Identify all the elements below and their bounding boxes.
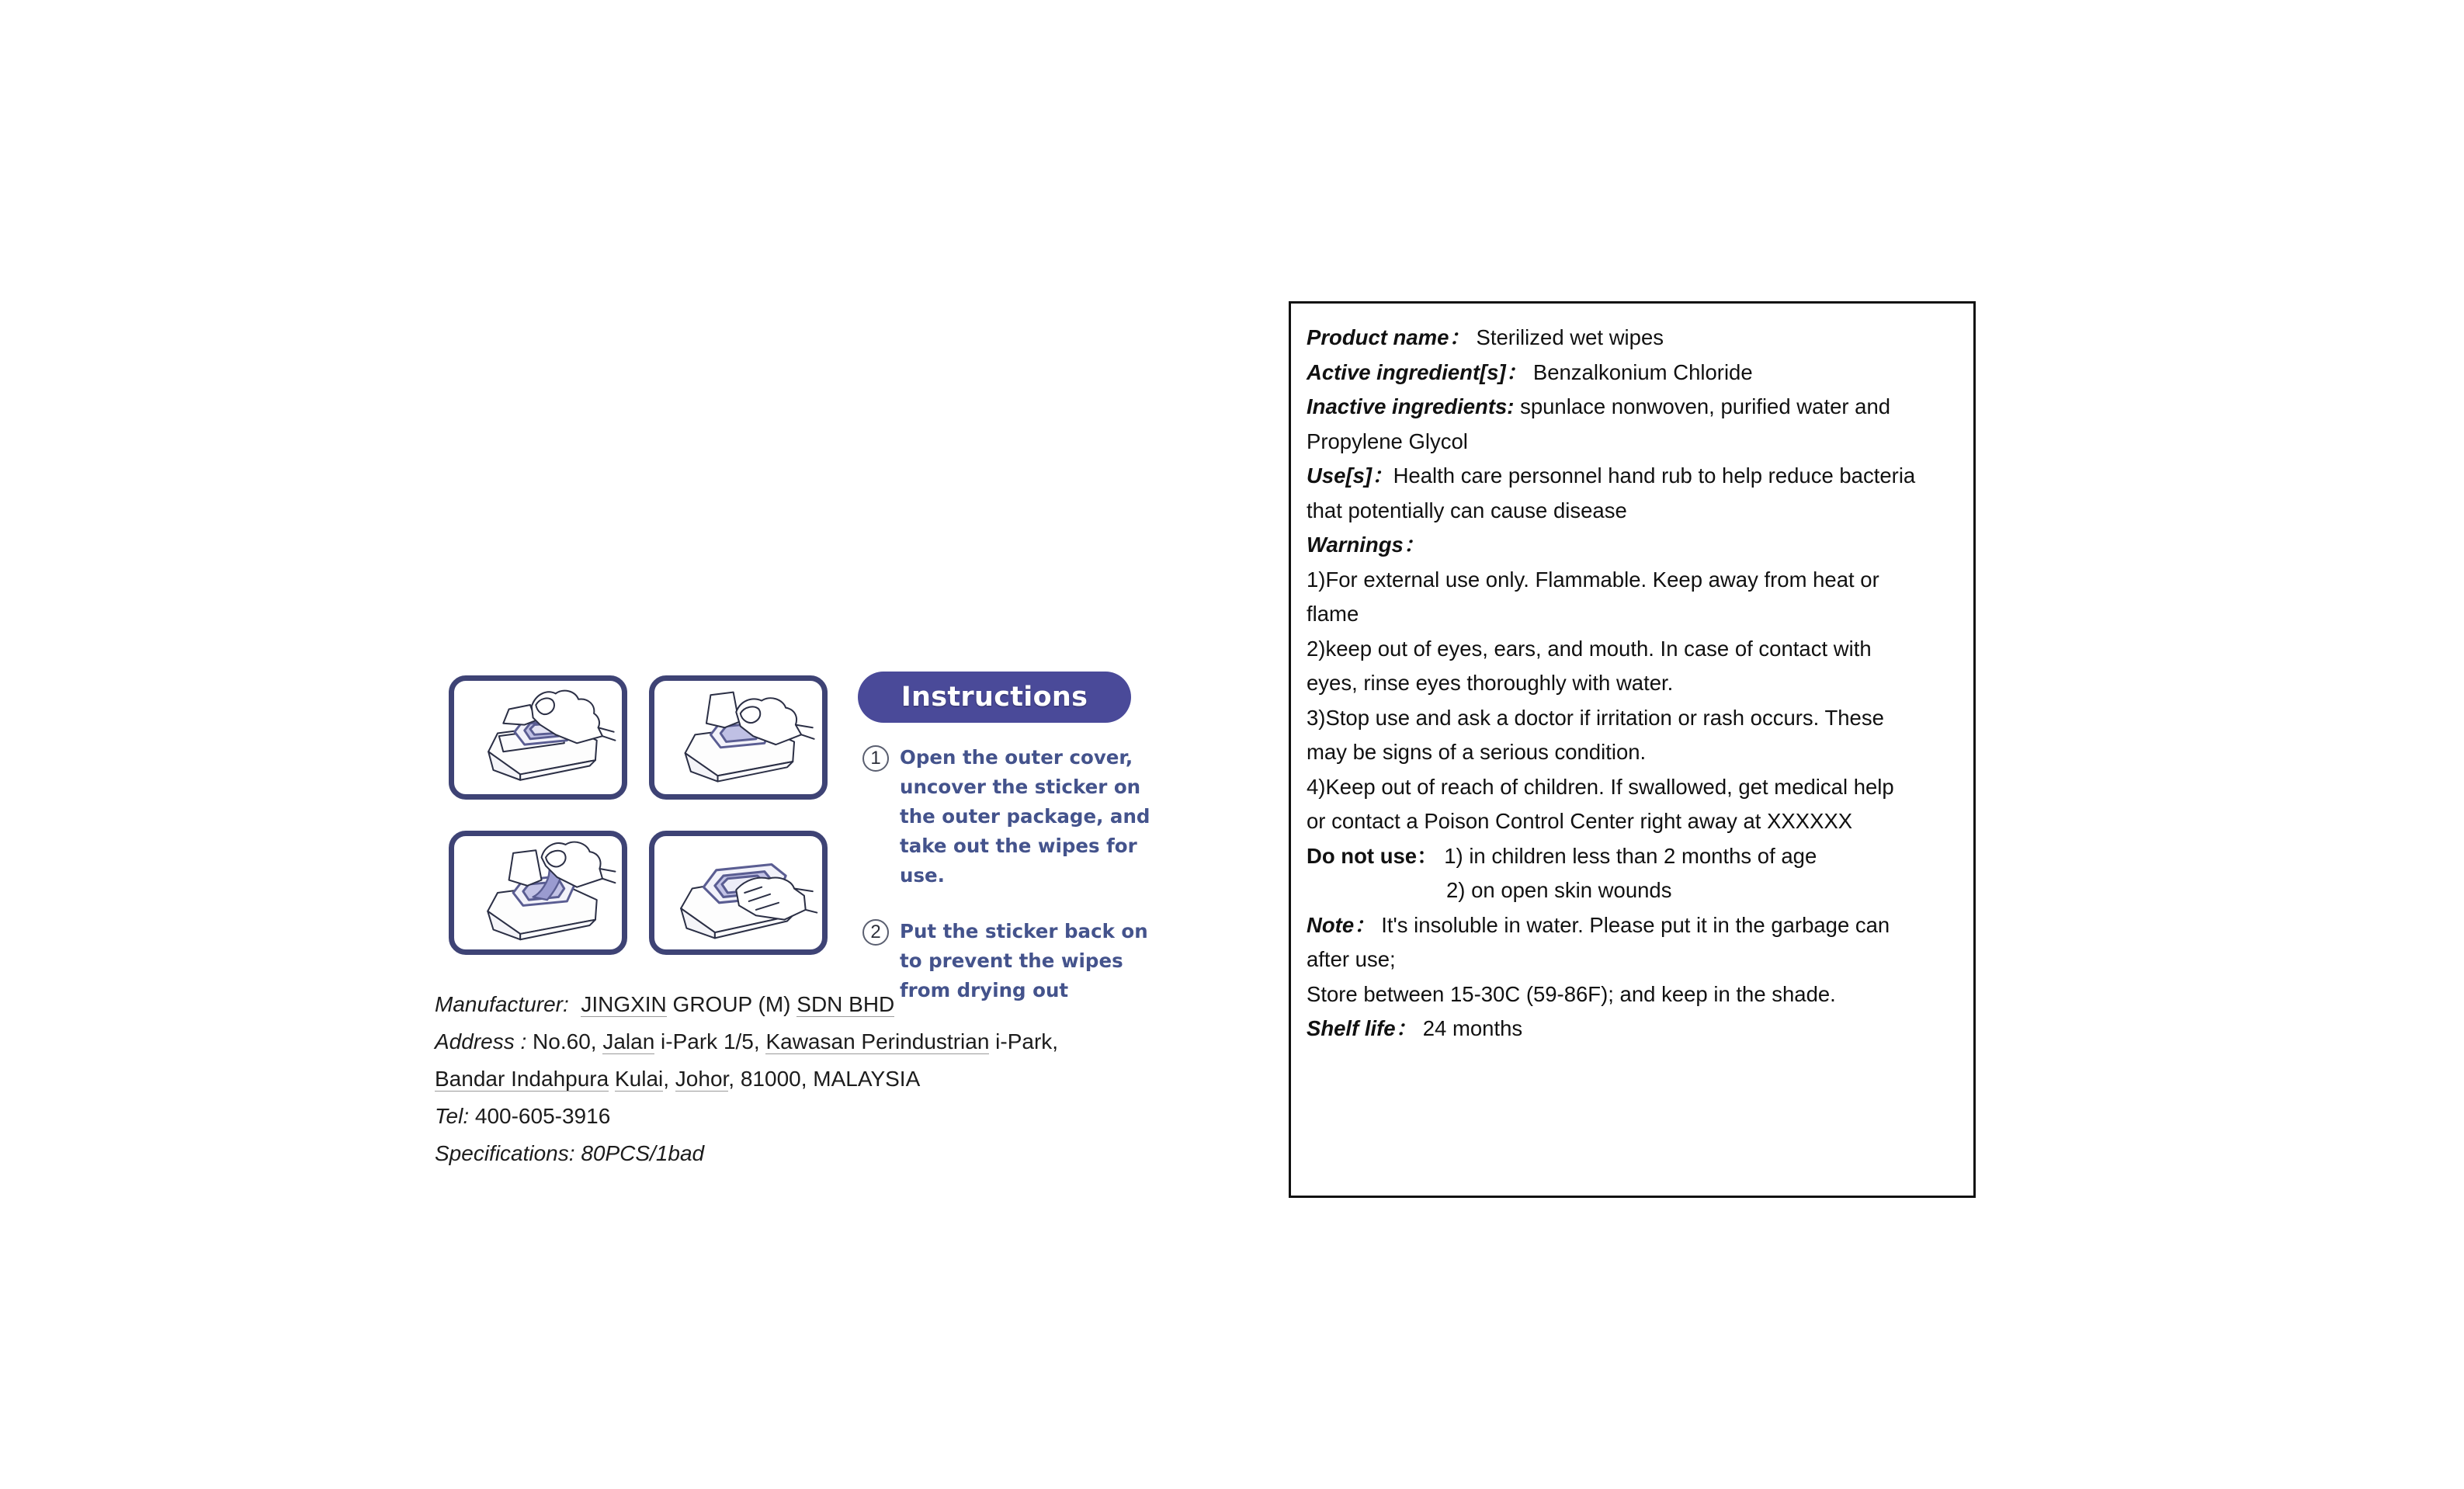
step-number-1: 1 xyxy=(862,745,889,772)
step-text-2: Put the sticker back on to prevent the wipes from drying out xyxy=(900,920,1148,1001)
spec-warnings-heading xyxy=(1307,528,1961,563)
shelf-life-value: 24 months xyxy=(1417,1016,1523,1040)
do-not-use-separator: ： xyxy=(1417,843,1438,868)
address-l2-a: Bandar Indahpura xyxy=(435,1067,609,1091)
product-name-label: Product name xyxy=(1307,325,1449,349)
step-text-1: Open the outer cover, uncover the sticker on the outer package, and take out the wipes for use. xyxy=(900,746,1150,887)
address-line-1 xyxy=(435,1023,1219,1060)
warning-3-line-2: may be signs of a serious condition. xyxy=(1307,740,1647,764)
address-line-2 xyxy=(435,1060,1219,1098)
inactive-ingredients-value: spunlace nonwoven, purified water and xyxy=(1514,394,1891,418)
warning-2-line-1: 2)keep out of eyes, ears, and mouth. In case of contact with xyxy=(1307,636,1872,661)
spec-storage: Store between 15-30C (59-86F); and keep in the shade. xyxy=(1307,981,1836,1006)
specifications-value: 80PCS/1bad xyxy=(574,1141,705,1165)
telephone-line xyxy=(435,1098,1219,1135)
do-not-use-item-1: 1) in children less than 2 months of age xyxy=(1438,843,1817,868)
warning-4-line-2: or contact a Poison Control Center right away at XXXXXX xyxy=(1307,809,1853,833)
uses-separator: ： xyxy=(1372,463,1393,488)
warning-1-line-2: flame xyxy=(1307,602,1359,626)
hand-peeling-sticker-icon xyxy=(654,681,822,794)
address-l2-f: , 81000, MALAYSIA xyxy=(728,1067,921,1091)
active-ingredient-separator: ： xyxy=(1505,359,1528,384)
warning-4-line-1: 4)Keep out of reach of children. If swallowed, get medical help xyxy=(1307,774,1894,799)
manufacturer-value-part3: SDN BHD xyxy=(796,992,895,1016)
product-name-separator: ： xyxy=(1449,325,1470,349)
warning-2-line-2: eyes, rinse eyes thoroughly with water. xyxy=(1307,671,1674,695)
spec-do-not-use xyxy=(1307,839,1961,874)
specifications-line xyxy=(435,1135,1219,1172)
spec-shelf-life xyxy=(1307,1012,1961,1046)
instruction-step-1 xyxy=(858,743,1168,890)
manufacturer-info-block xyxy=(435,986,1219,1172)
specifications-label: Specifications: xyxy=(435,1141,575,1165)
manufacturer-line xyxy=(435,986,1219,1023)
illustration-panel-1-open-cover xyxy=(449,675,627,800)
spec-note-cont: after use; xyxy=(1307,947,1396,971)
spec-inactive-ingredients-cont: Propylene Glycol xyxy=(1307,429,1468,453)
shelf-life-separator: ： xyxy=(1395,1016,1418,1040)
spec-uses xyxy=(1307,459,1961,494)
spec-note xyxy=(1307,908,1961,943)
step-number-2: 2 xyxy=(862,919,889,946)
instructions-title-pill: Instructions xyxy=(858,672,1131,723)
spec-uses-cont: that potentially can cause disease xyxy=(1307,498,1627,522)
active-ingredient-value: Benzalkonium Chloride xyxy=(1527,359,1753,384)
product-information-box xyxy=(1289,301,1976,1198)
address-l1-b: Jalan xyxy=(602,1029,655,1053)
address-label: Address : xyxy=(435,1029,527,1053)
manufacturer-label: Manufacturer: xyxy=(435,992,569,1016)
active-ingredient-label: Active ingredient[s] xyxy=(1307,359,1506,384)
note-value: It's insoluble in water. Please put it in the garbage can xyxy=(1375,912,1890,937)
address-l2-c: Kulai xyxy=(614,1067,664,1091)
illustration-panel-4-press-sticker-back xyxy=(649,831,828,955)
hand-opening-wipes-lid-icon xyxy=(454,681,622,794)
uses-value: Health care personnel hand rub to help reduce bacteria xyxy=(1393,463,1916,488)
address-l1-d: Kawasan Perindustrian xyxy=(765,1029,990,1053)
warning-3-line-1: 3)Stop use and ask a doctor if irritation or rash occurs. These xyxy=(1307,705,1884,730)
spec-inactive-ingredients xyxy=(1307,390,1961,425)
do-not-use-item-2: 2) on open skin wounds xyxy=(1446,878,1672,902)
spec-active-ingredient xyxy=(1307,356,1961,390)
address-l1-a: No.60, xyxy=(526,1029,603,1053)
instructions-column xyxy=(858,672,1168,1005)
note-label: Note xyxy=(1307,912,1355,937)
illustration-panel-3-pull-wipe xyxy=(449,831,627,955)
address-l1-e: i-Park, xyxy=(989,1029,1059,1053)
address-l2-e: Johor xyxy=(675,1067,729,1091)
do-not-use-label: Do not use xyxy=(1307,843,1418,868)
telephone-label: Tel: xyxy=(435,1104,470,1128)
manufacturer-value-part1: JINGXIN xyxy=(581,992,667,1016)
spec-product-name xyxy=(1307,321,1961,356)
shelf-life-label: Shelf life xyxy=(1307,1016,1396,1040)
address-l1-c: i-Park 1/5, xyxy=(654,1029,766,1053)
warnings-label: Warnings xyxy=(1307,533,1404,557)
warning-1-line-1: 1)For external use only. Flammable. Keep away from heat or xyxy=(1307,567,1879,592)
telephone-value: 400-605-3916 xyxy=(469,1104,611,1128)
inactive-ingredients-label: Inactive ingredients: xyxy=(1307,394,1515,418)
hand-pulling-wipe-icon xyxy=(454,836,622,949)
address-l2-b xyxy=(609,1067,615,1091)
note-separator: ： xyxy=(1354,912,1376,937)
product-name-value: Sterilized wet wipes xyxy=(1470,325,1664,349)
address-l2-d: , xyxy=(663,1067,675,1091)
warnings-separator: ： xyxy=(1403,533,1425,557)
manufacturer-value-part2: GROUP (M) xyxy=(666,992,797,1016)
illustration-panel-2-peel-sticker xyxy=(649,675,828,800)
uses-label: Use[s] xyxy=(1307,463,1373,488)
hand-pressing-sticker-icon xyxy=(654,836,822,949)
